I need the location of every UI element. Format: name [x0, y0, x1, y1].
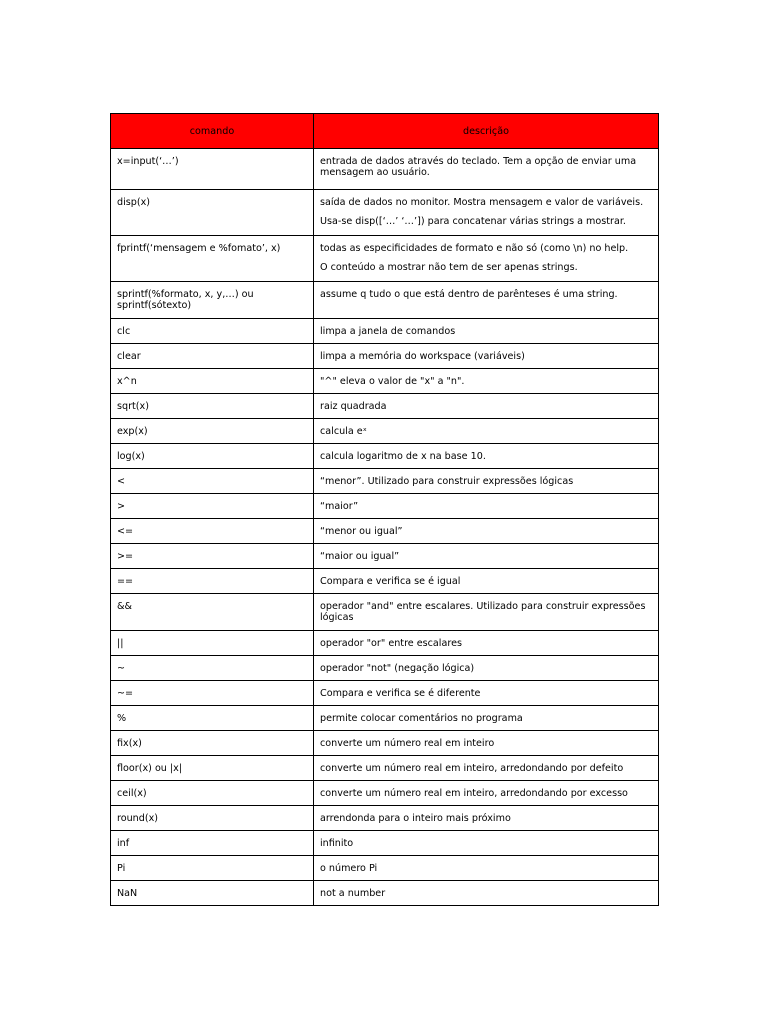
table-row: [111, 236, 659, 282]
command-text: sqrt(x): [117, 401, 149, 412]
description-cell: [314, 319, 659, 344]
description-text: calcula logaritmo de x na base 10.: [320, 451, 486, 462]
table-row: [111, 806, 659, 831]
command-cell: [111, 731, 314, 756]
description-cell: [314, 831, 659, 856]
description-cell: [314, 544, 659, 569]
header-description: descrição: [314, 114, 659, 149]
description-cell: [314, 469, 659, 494]
command-text: Pi: [117, 863, 126, 874]
description-text: Compara e verifica se é diferente: [320, 688, 481, 699]
command-text: x^n: [117, 376, 137, 387]
description-text: not a number: [320, 888, 386, 899]
table-row: [111, 394, 659, 419]
description-text: o número Pi: [320, 863, 378, 874]
description-text: infinito: [320, 838, 354, 849]
table-row: [111, 544, 659, 569]
description-cell: [314, 282, 659, 319]
description-text: converte um número real em inteiro, arredondando por excesso: [320, 788, 628, 799]
command-text: >: [117, 501, 126, 512]
command-cell: [111, 236, 314, 282]
description-cell: [314, 856, 659, 881]
command-text: >=: [117, 551, 134, 562]
command-text: ~: [117, 663, 126, 674]
command-cell: [111, 369, 314, 394]
description-cell: [314, 236, 659, 282]
description-cell: [314, 149, 659, 190]
description-cell: [314, 369, 659, 394]
description-text: Usa-se disp([‘…’ ‘…’]) para concatenar várias strings a mostrar.: [320, 216, 626, 227]
command-text: NaN: [117, 888, 138, 899]
command-line: sprintf(sótexto): [117, 300, 192, 311]
command-text: ~=: [117, 688, 134, 699]
description-text: operador "or" entre escalares: [320, 638, 462, 649]
table-body: [111, 149, 659, 906]
table-row: [111, 569, 659, 594]
command-text: &&: [117, 601, 132, 612]
description-cell: [314, 444, 659, 469]
table-row: [111, 856, 659, 881]
command-cell: [111, 756, 314, 781]
description-text: Compara e verifica se é igual: [320, 576, 461, 587]
description-text: “menor ou igual”: [320, 526, 403, 537]
description-cell: [314, 344, 659, 369]
command-text: <=: [117, 526, 134, 537]
command-text: log(x): [117, 451, 145, 462]
command-cell: [111, 831, 314, 856]
command-cell: [111, 856, 314, 881]
description-cell: [314, 681, 659, 706]
description-text: arrendonda para o inteiro mais próximo: [320, 813, 511, 824]
table-row: [111, 419, 659, 444]
command-text: clc: [117, 326, 131, 337]
description-cell: [314, 631, 659, 656]
command-cell: [111, 706, 314, 731]
table-row: [111, 781, 659, 806]
command-text: inf: [117, 838, 130, 849]
command-text: ceil(x): [117, 788, 147, 799]
description-cell: [314, 781, 659, 806]
command-cell: [111, 149, 314, 190]
description-text: "^" eleva o valor de "x" a "n".: [320, 376, 465, 387]
description-text: limpa a memória do workspace (variáveis): [320, 351, 525, 362]
description-cell: [314, 569, 659, 594]
command-cell: [111, 631, 314, 656]
description-text: calcula eˣ: [320, 426, 367, 437]
command-text: round(x): [117, 813, 159, 824]
description-cell: [314, 706, 659, 731]
description-text: todas as especificidades de formato e não só (como \n) no help.: [320, 243, 629, 254]
description-cell: [314, 394, 659, 419]
description-cell: [314, 756, 659, 781]
description-cell: [314, 519, 659, 544]
table-row: [111, 369, 659, 394]
table-row: [111, 594, 659, 631]
table-row: [111, 469, 659, 494]
command-text: fix(x): [117, 738, 142, 749]
table-row: [111, 681, 659, 706]
command-text: floor(x) ou |x|: [117, 763, 183, 774]
table-row: [111, 344, 659, 369]
command-text: %: [117, 713, 127, 724]
table-row: [111, 282, 659, 319]
command-cell: [111, 656, 314, 681]
command-cell: [111, 444, 314, 469]
description-cell: [314, 806, 659, 831]
command-text: exp(x): [117, 426, 148, 437]
description-cell: [314, 494, 659, 519]
command-cell: [111, 419, 314, 444]
command-text: fprintf(‘mensagem e %fomato’, x): [117, 243, 281, 254]
command-cell: [111, 781, 314, 806]
description-text: “maior”: [320, 501, 359, 512]
command-line: sprintf(%formato, x, y,…) ou: [117, 289, 254, 300]
description-cell: [314, 881, 659, 906]
description-text: operador "not" (negação lógica): [320, 663, 475, 674]
command-cell: [111, 681, 314, 706]
table-row: [111, 881, 659, 906]
table-row: [111, 706, 659, 731]
table-row: [111, 831, 659, 856]
header-command: comando: [111, 114, 314, 149]
table-row: [111, 190, 659, 236]
description-cell: [314, 419, 659, 444]
command-cell: [111, 544, 314, 569]
table-row: [111, 631, 659, 656]
table-row: [111, 656, 659, 681]
description-text: “maior ou igual”: [320, 551, 400, 562]
command-text: x=input(‘…’): [117, 156, 179, 167]
description-text: permite colocar comentários no programa: [320, 713, 523, 724]
description-text: converte um número real em inteiro: [320, 738, 495, 749]
command-cell: [111, 569, 314, 594]
command-text: ==: [117, 576, 134, 587]
description-cell: [314, 656, 659, 681]
description-text: operador "and" entre escalares. Utilizado para construir expressões lógicas: [320, 601, 646, 623]
description-cell: [314, 594, 659, 631]
description-cell: [314, 190, 659, 236]
table-row: [111, 519, 659, 544]
command-cell: [111, 494, 314, 519]
command-cell: [111, 594, 314, 631]
table-header-row: [111, 114, 659, 149]
table-row: [111, 149, 659, 190]
command-cell: [111, 282, 314, 319]
description-text: O conteúdo a mostrar não tem de ser apenas strings.: [320, 262, 578, 273]
commands-table: [110, 113, 659, 906]
description-text: “menor”. Utilizado para construir expressões lógicas: [320, 476, 574, 487]
command-cell: [111, 394, 314, 419]
description-cell: [314, 731, 659, 756]
description-text: limpa a janela de comandos: [320, 326, 456, 337]
table-row: [111, 444, 659, 469]
description-text: converte um número real em inteiro, arredondando por defeito: [320, 763, 624, 774]
table-row: [111, 319, 659, 344]
command-text: clear: [117, 351, 141, 362]
description-text: saída de dados no monitor. Mostra mensagem e valor de variáveis.: [320, 197, 644, 208]
command-text: disp(x): [117, 197, 151, 208]
command-cell: [111, 319, 314, 344]
table-row: [111, 494, 659, 519]
description-text: assume q tudo o que está dentro de parênteses é uma string.: [320, 289, 618, 300]
command-text: ||: [117, 638, 124, 649]
command-text: [117, 289, 307, 311]
command-text: <: [117, 476, 126, 487]
command-cell: [111, 190, 314, 236]
command-cell: [111, 469, 314, 494]
description-text: raiz quadrada: [320, 401, 387, 412]
description-text: entrada de dados através do teclado. Tem a opção de enviar uma mensagem ao usuário.: [320, 156, 637, 178]
table-row: [111, 756, 659, 781]
command-cell: [111, 344, 314, 369]
table-row: [111, 731, 659, 756]
command-cell: [111, 806, 314, 831]
command-cell: [111, 519, 314, 544]
command-cell: [111, 881, 314, 906]
